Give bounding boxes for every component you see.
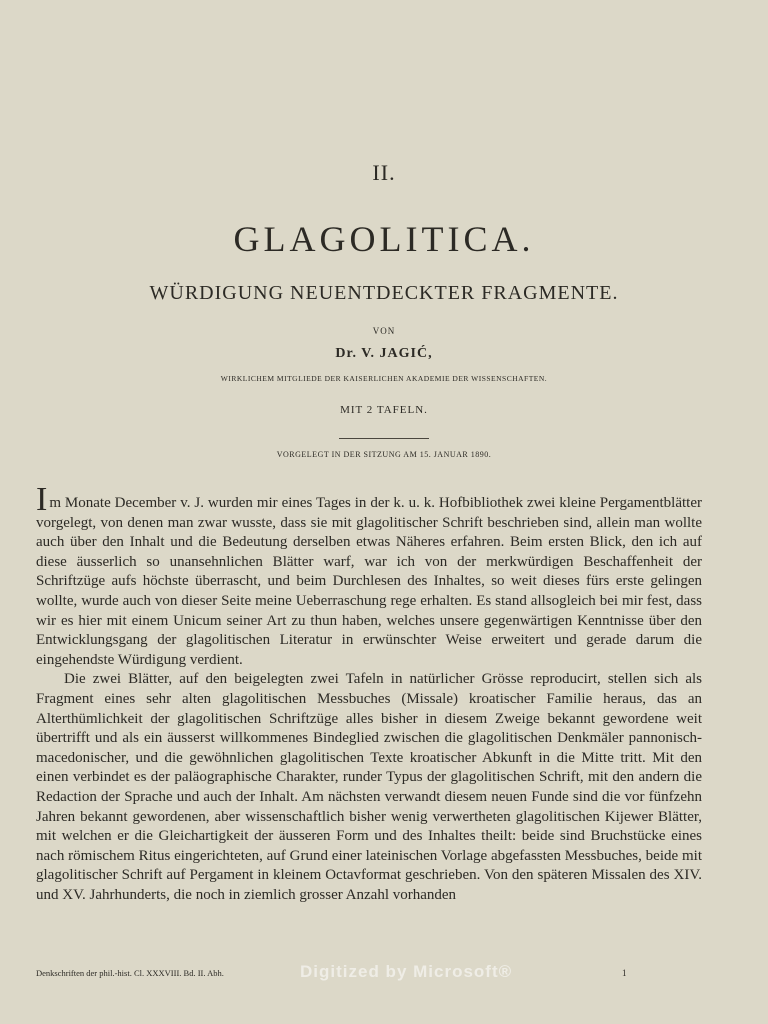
plates-note: MIT 2 TAFELN. bbox=[340, 404, 428, 416]
divider-rule bbox=[339, 438, 429, 439]
author-name: Dr. V. JAGIĆ, bbox=[335, 346, 433, 361]
byline-von: VON bbox=[372, 326, 396, 336]
author-affiliation: WIRKLICHEM MITGLIEDE DER KAISERLICHEN AKADEMIE DER WISSENSCHAFTEN. bbox=[220, 374, 548, 383]
presented-note: VORGELEGT IN DER SITZUNG AM 15. JANUAR 1890. bbox=[276, 450, 492, 459]
dropcap-letter: I bbox=[36, 481, 48, 518]
digitization-watermark: Digitized by Microsoft® bbox=[300, 962, 513, 981]
article-title: GLAGOLITICA. bbox=[233, 219, 535, 259]
footer-series: Denkschriften der phil.-hist. Cl. XXXVIII. Bd. II. Abh. bbox=[36, 968, 224, 978]
page-number: 1 bbox=[622, 968, 627, 978]
paragraph-2: Die zwei Blätter, auf den beigelegten zwei Tafeln in natürlicher Grösse reproducirt, stellen sich als Fragment eines sehr alten glagolitischen Messbuches (Missale) kroatischer Familie heraus, das an Alterthümlichkeit der glagolitischen Schriftzüge alles bisher in diesem Zweige bekannt gewordene weit übertrifft und als ein äusserst willkommenes Bindeglied zwischen die glagolitischen Denkmäler pannonisch-macedonischer, und die gewöhnlichen glagolitischen Texte kroatischer Abkunft in die Mitte tritt. Mit den einen verbindet es der paläographische Charakter, runder Typus der glagolitischen Schrift, mit den andern die Redaction der Sprache und auch der Inhalt. Am nächsten verwandt diesem neuen Funde sind die vor fünfzehn Jahren bekannt gewordenen, aber wissenschaftlich bisher wenig verwertheten glagolitischen Kijewer Blätter, mit welchen er die Gleichartigkeit der äusseren Form und des Inhaltes theilt: beide sind Bruchstücke eines nach römischem Ritus eingerichteten, auf Grund einer lateinischen Vorlage abgefassten Messbuches, beide mit glagolitischer Schrift auf Pergament in kleinem Octavformat geschrieben. Von den späteren Missalen des XIV. und XV. Jahrhunderts, die noch in ziemlich grosser Anzahl vorhanden bbox=[36, 671, 702, 903]
paragraph-1-text: m Monate December v. J. wurden mir eines Tages in der k. u. k. Hofbibliothek zwei kleine Pergamentblätter vorgelegt, von denen man zwar wusste, dass sie mit glagolitischer Schrift beschrieben sind, allein man wollte auch über den Inhalt und die Bedeutung derselben etwas Näheres erfahren. Beim ersten Blick, den ich auf diese äusserlich so unansehnlichen Blätter warf, war ich von der merkwürdigen Beschaffenheit der Schriftzüge aufs höchste überrascht, und beim Durchlesen des Inhaltes, so weit dieses fürs erste gelingen wollte, wurde auch von dieser Seite meine Ueberraschung rege erhalten. Es stand allsogleich bei mir fest, dass wir es hier mit einem Unicum seiner Art zu thun haben, welches unsere gegenwärtigen Kenntnisse über den Entwicklungsgang der glagolitischen Literatur in erwünschter Weise erweitert und gerade darum die eingehendste Würdigung verdient. bbox=[36, 495, 702, 668]
article-subtitle: WÜRDIGUNG NEUENTDECKTER FRAGMENTE. bbox=[149, 282, 619, 304]
paragraph-1 bbox=[36, 481, 702, 670]
body-text bbox=[36, 481, 702, 905]
part-number: II. bbox=[372, 160, 396, 185]
